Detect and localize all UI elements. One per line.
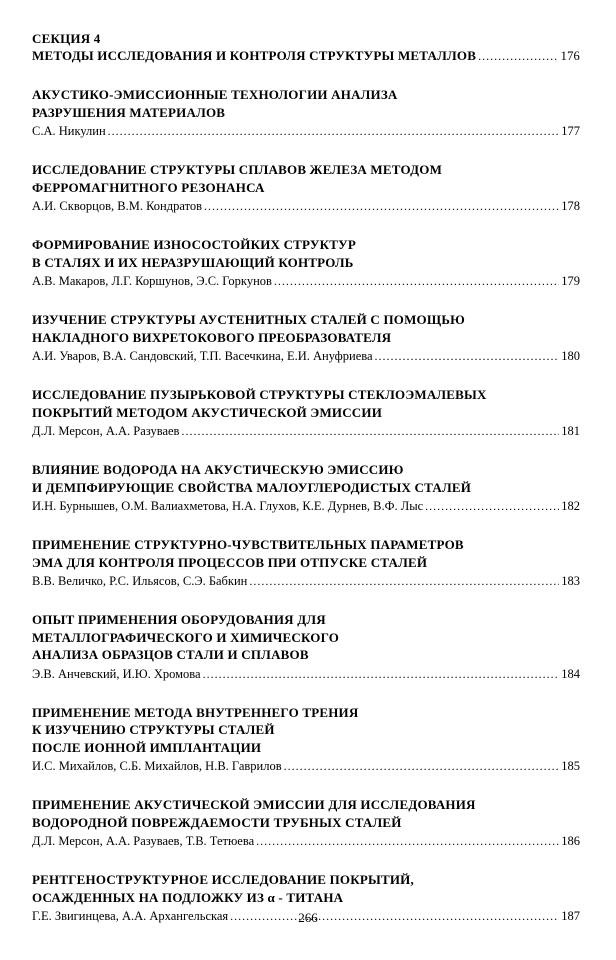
- section-title: МЕТОДЫ ИССЛЕДОВАНИЯ И КОНТРОЛЯ СТРУКТУРЫ МЕТАЛЛОВ: [32, 48, 477, 63]
- entry-authors-row: [32, 758, 580, 775]
- entry-authors: С.А. Никулин: [32, 124, 106, 138]
- entry-title-line: К ИЗУЧЕНИЮ СТРУКТУРЫ СТАЛЕЙ: [32, 722, 275, 737]
- entry-title-line: ОПЫТ ПРИМЕНЕНИЯ ОБОРУДОВАНИЯ ДЛЯ: [32, 612, 326, 627]
- entry-authors-row: [32, 666, 580, 683]
- entry-authors: Г.Е. Звигинцева, А.А. Архангельская: [32, 909, 229, 923]
- entry-authors-row: [32, 423, 580, 440]
- entry-title-line: РАЗРУШЕНИЯ МАТЕРИАЛОВ: [32, 104, 226, 120]
- dot-leader: [425, 498, 559, 515]
- entry-authors: Д.Л. Мерсон, А.А. Разуваев, Т.В. Тетюева: [32, 834, 255, 848]
- entry-authors: А.В. Макаров, Л.Г. Коршунов, Э.С. Горкунов: [32, 274, 272, 288]
- entry-list: [32, 86, 580, 925]
- entry-title-line: ЭМА ДЛЯ КОНТРОЛЯ ПРОЦЕССОВ ПРИ ОТПУСКЕ СТАЛЕЙ: [32, 554, 428, 570]
- entry-title-line: ПРИМЕНЕНИЕ МЕТОДА ВНУТРЕННЕГО ТРЕНИЯ: [32, 704, 359, 720]
- entry-title-line: ПРИМЕНЕНИЕ АКУСТИЧЕСКОЙ ЭМИССИИ ДЛЯ ИССЛЕДОВАНИЯ: [32, 797, 476, 812]
- entry-authors: Э.В. Анчевский, И.Ю. Хромова: [32, 666, 201, 681]
- entry-authors: Д.Л. Мерсон, А.А. Разуваев: [32, 424, 180, 438]
- section-title-row: [32, 47, 580, 65]
- entry-authors-row: [32, 198, 580, 215]
- entry-page-number: 186: [561, 834, 580, 848]
- toc-entry: [32, 311, 580, 365]
- entry-title-line: И ДЕМПФИРУЮЩИЕ СВОЙСТВА МАЛОУГЛЕРОДИСТЫХ СТАЛЕЙ: [32, 479, 472, 495]
- entry-page-number: 177: [561, 124, 580, 138]
- entry-title-line: АКУСТИКО-ЭМИССИОННЫЕ ТЕХНОЛОГИИ АНАЛИЗА: [32, 87, 398, 102]
- dot-leader: [203, 666, 560, 683]
- dot-leader: [284, 758, 560, 775]
- dot-leader: [108, 123, 560, 140]
- entry-page-number: 179: [561, 274, 580, 288]
- entry-title-line: ИЗУЧЕНИЕ СТРУКТУРЫ АУСТЕНИТНЫХ СТАЛЕЙ С ПОМОЩЬЮ: [32, 312, 465, 327]
- entry-title-line: РЕНТГЕНОСТРУКТУРНОЕ ИССЛЕДОВАНИЕ ПОКРЫТИЙ,: [32, 872, 414, 887]
- entry-title-line: ИССЛЕДОВАНИЕ ПУЗЫРЬКОВОЙ СТРУКТУРЫ СТЕКЛОЭМАЛЕВЫХ: [32, 387, 487, 402]
- entry-title-line: ПОСЛЕ ИОННОЙ ИМПЛАНТАЦИИ: [32, 739, 262, 755]
- toc-entry: [32, 796, 580, 850]
- entry-page-number: 184: [561, 666, 580, 681]
- entry-title-line: АНАЛИЗА ОБРАЗЦОВ СТАЛИ И СПЛАВОВ: [32, 647, 309, 662]
- page-number: 266: [298, 910, 318, 925]
- section-label: СЕКЦИЯ 4: [32, 31, 101, 46]
- dot-leader: [274, 273, 559, 290]
- entry-title-line: ВЛИЯНИЕ ВОДОРОДА НА АКУСТИЧЕСКУЮ ЭМИССИЮ: [32, 462, 404, 477]
- entry-title-line: ВОДОРОДНОЙ ПОВРЕЖДАЕМОСТИ ТРУБНЫХ СТАЛЕЙ: [32, 814, 402, 830]
- entry-page-number: 183: [561, 574, 580, 588]
- dot-leader: [249, 573, 559, 590]
- entry-page-number: 178: [561, 199, 580, 213]
- dot-leader: [478, 48, 559, 65]
- entry-title-line: ПРИМЕНЕНИЕ СТРУКТУРНО-ЧУВСТВИТЕЛЬНЫХ ПАРАМЕТРОВ: [32, 537, 464, 552]
- entry-title-line: В СТАЛЯХ И ИХ НЕРАЗРУШАЮЩИЙ КОНТРОЛЬ: [32, 254, 354, 270]
- entry-authors-row: [32, 498, 580, 515]
- dot-leader: [375, 348, 560, 365]
- entry-title-line: МЕТАЛЛОГРАФИЧЕСКОГО И ХИМИЧЕСКОГО: [32, 629, 340, 645]
- toc-entry: [32, 611, 580, 683]
- entry-title-line: ПОКРЫТИЙ МЕТОДОМ АКУСТИЧЕСКОЙ ЭМИССИИ: [32, 404, 383, 420]
- entry-page-number: 185: [561, 759, 580, 773]
- toc-entry: [32, 386, 580, 440]
- entry-authors-row: [32, 573, 580, 590]
- dot-leader: [256, 833, 559, 850]
- dot-leader: [181, 423, 559, 440]
- toc-entry: [32, 536, 580, 590]
- dot-leader: [204, 198, 559, 215]
- entry-authors: А.И. Уваров, В.А. Сандовский, Т.П. Васечкина, Е.И. Ануфриева: [32, 349, 373, 363]
- toc-entry: [32, 86, 580, 140]
- entry-authors: И.Н. Бурнышев, О.М. Валиахметова, Н.А. Глухов, К.Е. Дурнев, В.Ф. Лыс: [32, 499, 424, 513]
- entry-page-number: 181: [561, 424, 580, 438]
- entry-page-number: 180: [561, 349, 580, 363]
- toc-entry: [32, 161, 580, 215]
- toc-entry: [32, 461, 580, 515]
- entry-page-number: 187: [561, 909, 580, 923]
- toc-entry: [32, 704, 580, 776]
- entry-authors: А.И. Скворцов, В.М. Кондратов: [32, 199, 203, 213]
- section-page-number: 176: [560, 49, 580, 63]
- entry-page-number: 182: [561, 499, 580, 513]
- entry-authors-row: [32, 348, 580, 365]
- entry-title-line: ИССЛЕДОВАНИЕ СТРУКТУРЫ СПЛАВОВ ЖЕЛЕЗА МЕТОДОМ: [32, 162, 443, 177]
- entry-title-line: НАКЛАДНОГО ВИХРЕТОКОВОГО ПРЕОБРАЗОВАТЕЛЯ: [32, 329, 392, 345]
- toc-entry: [32, 236, 580, 290]
- table-of-contents: [32, 30, 580, 925]
- entry-title-line: ФОРМИРОВАНИЕ ИЗНОСОСТОЙКИХ СТРУКТУР: [32, 237, 356, 252]
- entry-title-line: ОСАЖДЕННЫХ НА ПОДЛОЖКУ ИЗ α - ТИТАНА: [32, 889, 344, 905]
- entry-title-line: ФЕРРОМАГНИТНОГО РЕЗОНАНСА: [32, 179, 265, 195]
- entry-authors: В.В. Величко, Р.С. Ильясов, С.Э. Бабкин: [32, 574, 248, 588]
- entry-authors: И.С. Михайлов, С.Б. Михайлов, Н.В. Гаврилов: [32, 759, 282, 773]
- entry-authors-row: [32, 833, 580, 850]
- entry-authors-row: [32, 123, 580, 140]
- entry-authors-row: [32, 273, 580, 290]
